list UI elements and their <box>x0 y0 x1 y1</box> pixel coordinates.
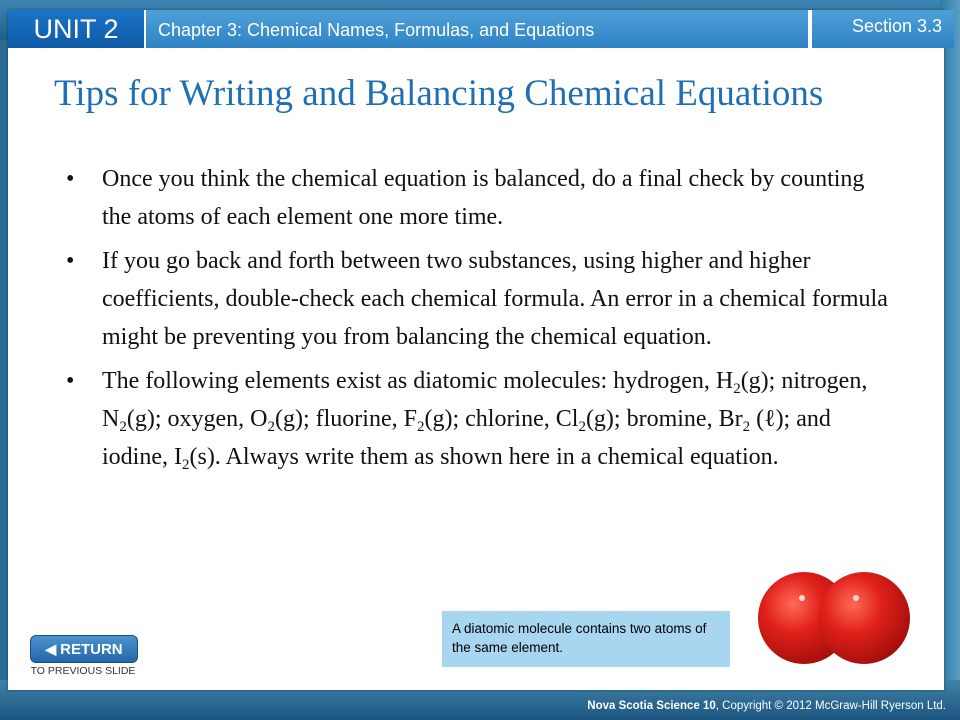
bullet-list <box>66 160 896 482</box>
return-subtext: TO PREVIOUS SLIDE <box>30 665 136 677</box>
section-label: Section 3.3 <box>812 10 954 48</box>
text-segment: (g); bromine, Br <box>585 406 743 432</box>
text-segment: (g); nitrogen, N <box>102 368 868 432</box>
bullet-text: If you go back and forth between two substances, using higher and higher coefficients, double-check each chemical formula. An error in a chemical formula might be preventing you from balancing the chemical equation. <box>102 248 888 350</box>
text-segment: (g); chlorine, Cl <box>424 406 579 432</box>
bullet-item <box>66 362 896 476</box>
bullet-text <box>102 368 868 473</box>
subscript: 2 <box>742 419 751 435</box>
bullet-icon: • <box>66 166 75 192</box>
subscript: 2 <box>578 419 586 435</box>
subscript: 2 <box>416 419 425 435</box>
highlight-left <box>799 595 805 601</box>
bullet-icon: • <box>66 368 75 394</box>
bullet-item <box>66 242 896 356</box>
bullet-text: Once you think the chemical equation is balanced, do a final check by counting the atoms of each element one more time. <box>102 166 865 230</box>
slide-title: Tips for Writing and Balancing Chemical Equations <box>54 73 824 114</box>
subscript: 2 <box>267 419 275 435</box>
text-segment: (g); oxygen, O <box>126 406 268 432</box>
atom-right <box>818 572 910 664</box>
bullet-item <box>66 160 896 236</box>
book-title: Nova Scotia Science 10 <box>587 700 716 712</box>
unit-label: UNIT 2 <box>8 10 146 48</box>
return-button[interactable] <box>30 635 138 663</box>
subscript: 2 <box>119 419 127 435</box>
diatomic-molecule-image <box>756 558 912 678</box>
diatomic-intro-text: The following elements exist as diatomic molecules: hydrogen, H <box>102 368 734 394</box>
return-arrow-icon: ◀ <box>45 641 57 657</box>
bullet-icon: • <box>66 248 75 274</box>
copyright-footer <box>587 700 946 712</box>
return-label: RETURN <box>60 641 123 658</box>
text-segment: (s). Always write them as shown here in a chemical equation. <box>189 444 779 470</box>
text-segment: (ℓ); and iodine, I <box>102 406 831 470</box>
slide-panel <box>8 10 944 690</box>
copyright-text: , Copyright © 2012 McGraw-Hill Ryerson Ltd. <box>715 700 946 712</box>
text-segment: (g); fluorine, F <box>274 406 417 432</box>
highlight-right <box>853 595 859 601</box>
chapter-title: Chapter 3: Chemical Names, Formulas, and Equations <box>146 10 810 48</box>
molecule-caption: A diatomic molecule contains two atoms of the same element. <box>442 611 730 667</box>
subscript: 2 <box>733 381 741 397</box>
subscript: 2 <box>181 457 190 473</box>
